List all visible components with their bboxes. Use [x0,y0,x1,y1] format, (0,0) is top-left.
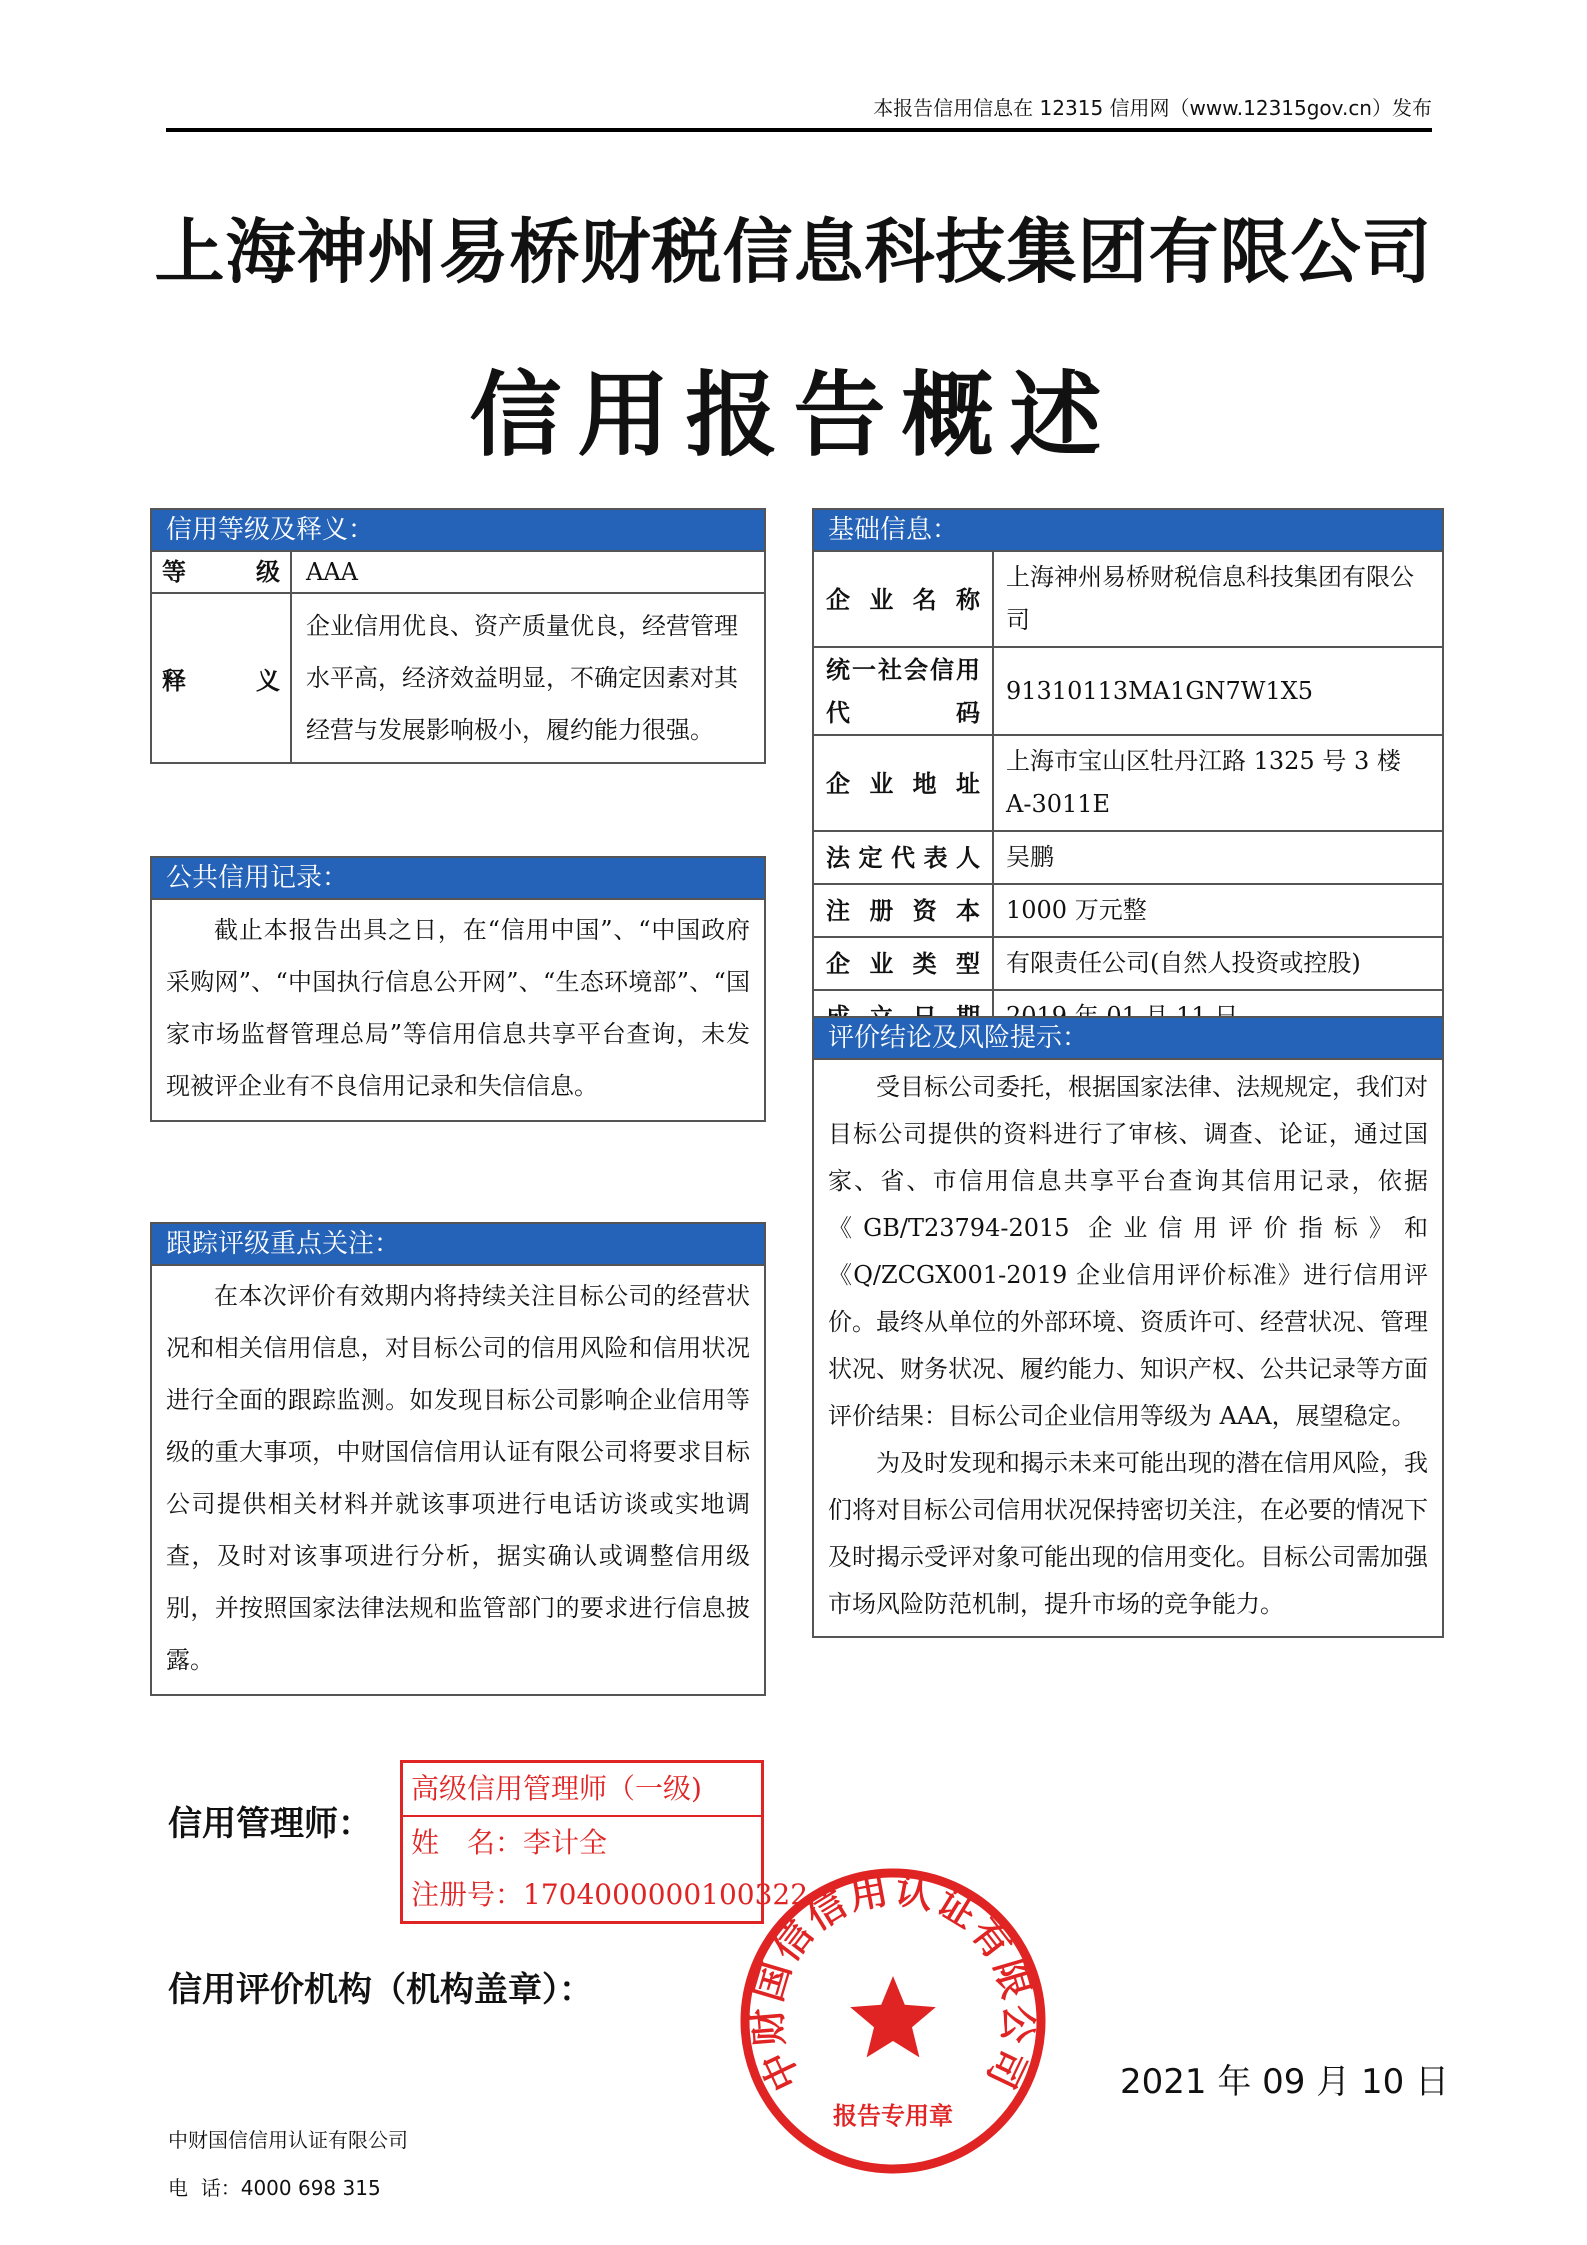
company-type-value: 有限责任公司(自然人投资或控股) [993,937,1442,990]
header-note: 本报告信用信息在 12315 信用网（www.12315gov.cn）发布 [873,96,1432,120]
risk-paragraph: 为及时发现和揭示未来可能出现的潜在信用风险，我们将对目标公司信用状况保持密切关注，在必要的情况下及时揭示受评对象可能出现的信用变化。目标公司需加强市场风险防范机制，提升市场的竞争能力。 [828,1449,1428,1618]
report-title: 信用报告概述 [469,362,1118,469]
public-record-heading: 公共信用记录： [152,858,764,900]
company-name-value: 上海神州易桥财税信息科技集团有限公司 [993,552,1442,647]
credit-code-key: 统一社会信用代码 [814,647,993,735]
footer-company: 中财国信信用认证有限公司 [168,2128,408,2152]
grade-value: AAA [291,552,764,593]
header-rule [166,128,1432,132]
basic-info-row [814,552,1442,647]
public-record-text: 截止本报告出具之日，在“信用中国”、“中国政府采购网”、“中国执行信息公开网”、“生态环境部”、“国家市场监督管理总局”等信用信息共享平台查询，未发现被评企业有不良信用记录和失信信息。 [166,916,750,1100]
org-seal-label: 信用评价机构（机构盖章）： [168,1970,593,2010]
basic-info-panel [812,508,1444,1044]
tracking-panel [150,1222,766,1696]
company-title: 上海神州易桥财税信息科技集团有限公司 [154,211,1433,293]
tracking-text: 在本次评价有效期内将持续关注目标公司的经营状况和相关信用信息，对目标公司的信用风险和信用状况进行全面的跟踪监测。如发现目标公司影响企业信用等级的重大事项，中财国信信用认证有限公司将要求目标公司提供相关材料并就该事项进行电话访谈或实地调查，及时对该事项进行分析，据实确认或调整信用级别，并按照国家法律法规和监管部门的要求进行信息披露。 [166,1282,750,1674]
grade-panel-heading: 信用等级及释义： [152,510,764,552]
basic-info-row [814,735,1442,831]
meaning-row [152,593,764,762]
certificate-registration: 注册号：1704000000100322 [411,1878,809,1911]
seal-star-icon [850,1976,936,2057]
grade-key: 等级 [152,552,291,593]
public-record-panel [150,856,766,1122]
grade-panel [150,508,766,764]
grade-table [152,552,764,762]
certificate-title: 高级信用管理师（一级) [403,1763,761,1817]
capital-key: 注册资本 [814,884,993,937]
conclusion-heading: 评价结论及风险提示： [814,1018,1442,1060]
basic-info-row [814,884,1442,937]
meaning-value: 企业信用优良、资产质量优良，经营管理水平高，经济效益明显，不确定因素对其经营与发展影响极小，履约能力很强。 [291,593,764,762]
credit-manager-label: 信用管理师： [168,1804,372,1844]
grade-row [152,552,764,593]
basic-info-row [814,831,1442,884]
report-date: 2021 年 09 月 10 日 [1120,2062,1450,2102]
basic-info-row [814,937,1442,990]
basic-info-heading: 基础信息： [814,510,1442,552]
legal-rep-key: 法定代表人 [814,831,993,884]
capital-value: 1000 万元整 [993,884,1442,937]
tracking-heading: 跟踪评级重点关注： [152,1224,764,1266]
seal-arc-text: 中财国信信用认证有限公司 [744,1867,1042,2098]
conclusion-panel [812,1016,1444,1638]
credit-code-value: 91310113MA1GN7W1X5 [993,647,1442,735]
credit-manager-certificate [400,1760,809,1924]
official-seal [738,1866,1048,2176]
legal-rep-value: 吴鹏 [993,831,1442,884]
conclusion-body [814,1060,1442,1636]
company-type-key: 企业类型 [814,937,993,990]
meaning-key: 释义 [152,593,291,762]
footer-phone: 电 话：4000 698 315 [168,2176,381,2200]
conclusion-paragraph: 受目标公司委托，根据国家法律、法规规定，我们对目标公司提供的资料进行了审核、调查、论证，通过国家、省、市信用信息共享平台查询其信用记录，依据《GB/T23794-2015 企业信用评价指标》和《Q/ZCGX001-2019 企业信用评价标准》进行信用评价。最终从单位的外部环境、资质许可、经营状况、管理状况、财务状况、履约能力、知识产权、公共记录等方面评价结果：目标公司企业信用等级为 AAA，展望稳定。 [828,1073,1428,1430]
certificate-name: 姓 名：李计全 [411,1826,608,1859]
seal-graphic [738,1866,1048,2176]
address-key: 企业地址 [814,735,993,831]
address-value: 上海市宝山区牡丹江路 1325 号 3 楼 A-3011E [993,735,1442,831]
company-name-key: 企业名称 [814,552,993,647]
seal-subtext: 报告专用章 [833,2102,953,2130]
basic-info-row [814,647,1442,735]
basic-info-table [814,552,1442,1042]
